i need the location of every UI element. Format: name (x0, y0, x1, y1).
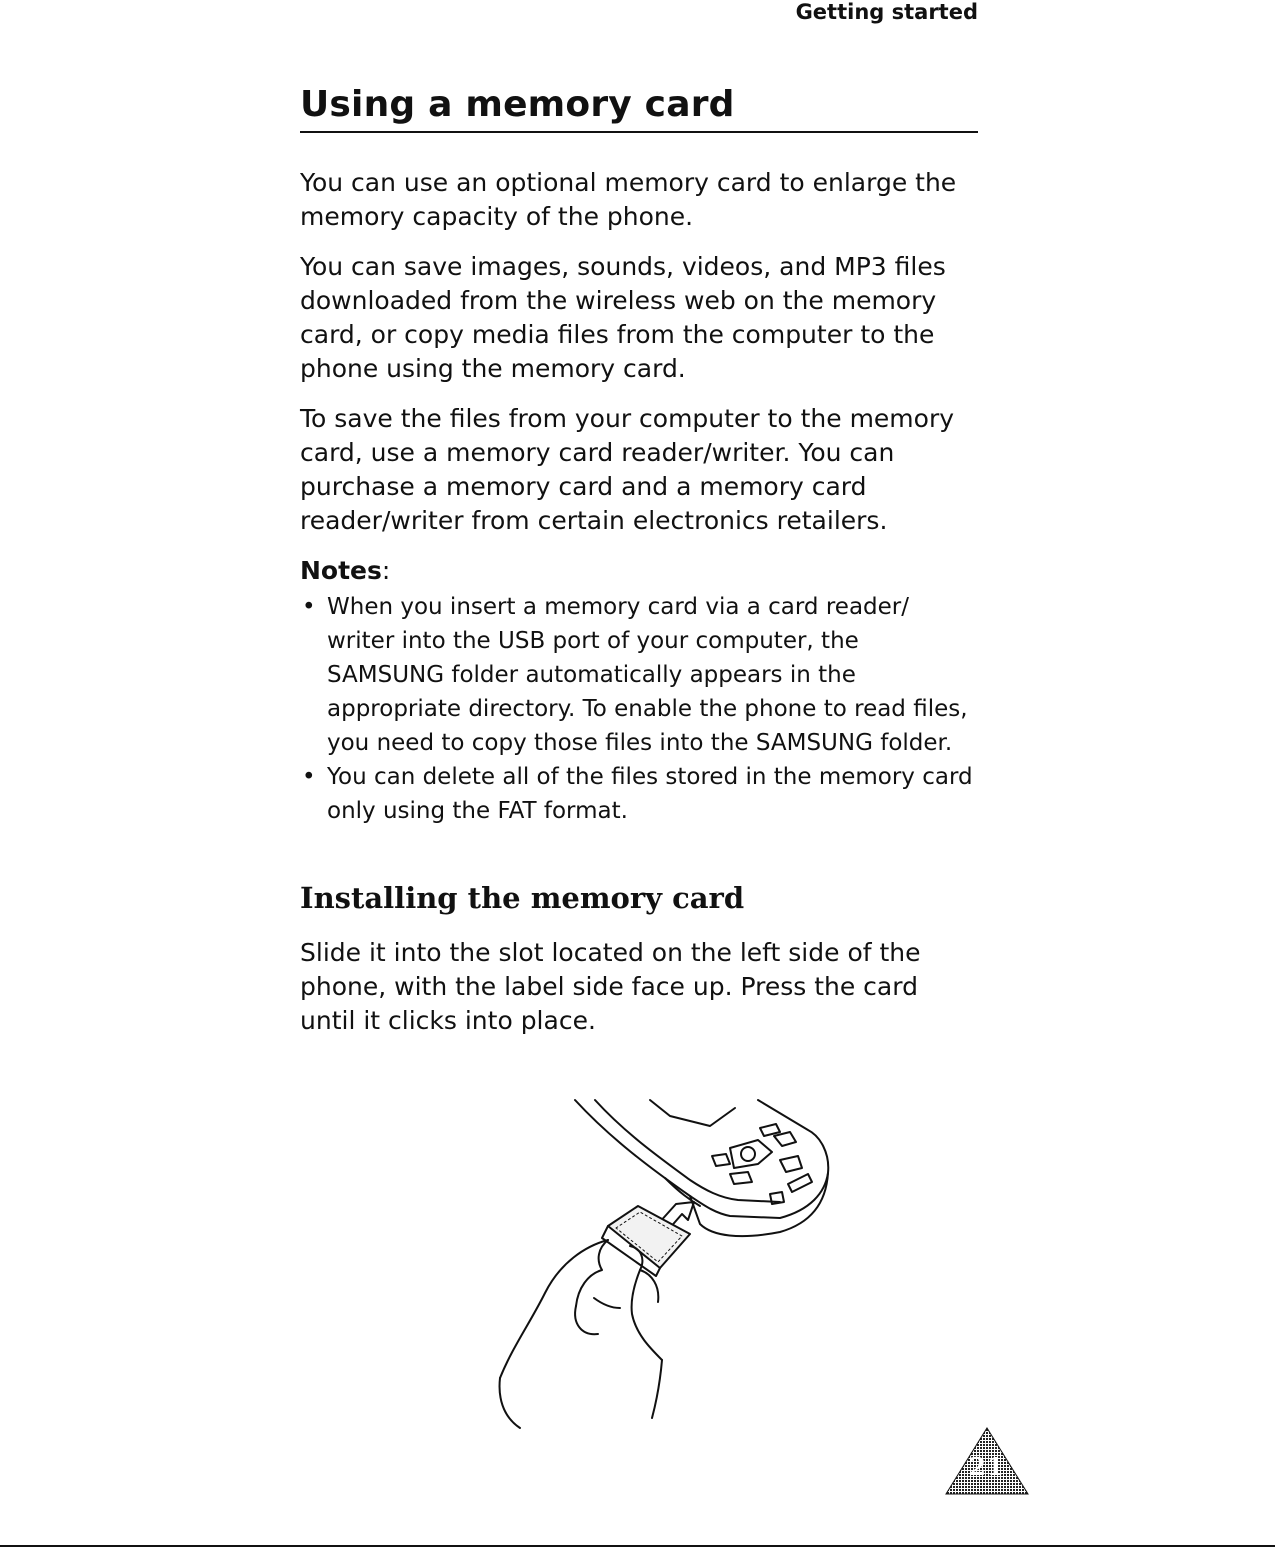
notes-colon: : (381, 556, 391, 585)
installing-paragraph: Slide it into the slot located on the left side of the phone, with the label side face up. Press the card until it clicks into place. (300, 938, 921, 1035)
page-title: Using a memory card (300, 84, 735, 125)
body-content (300, 166, 980, 1054)
memory-card-insertion-illustration (490, 1098, 840, 1438)
bottom-border (0, 1545, 1275, 1547)
note-item: • You can delete all of the files stored in the memory card only using the FAT format. (300, 760, 980, 828)
notes-title: Notes (300, 556, 382, 585)
notes-list (300, 590, 980, 828)
memory-card-drawing (602, 1206, 690, 1276)
note-item: • When you insert a memory card via a card reader/ writer into the USB port of your computer, the SAMSUNG folder automatically appears in the appropriate directory. To enable the phone to read files, you need to copy those files into the SAMSUNG folder. (300, 590, 980, 760)
running-header: Getting started (795, 0, 978, 24)
reader-writer-paragraph: To save the files from your computer to the memory card, use a memory card reader/writer. You can purchase a memory card and a memory card reader/writer from certain electronics retailers. (300, 404, 955, 535)
media-paragraph: You can save images, sounds, videos, and MP3 files downloaded from the wireless web on the memory card, or copy media files from the computer to the phone using the memory card. (300, 252, 946, 383)
phone-drawing (575, 1100, 828, 1236)
intro-paragraph: You can use an optional memory card to enlarge the memory capacity of the phone. (300, 168, 957, 231)
installing-heading: Installing the memory card (300, 881, 745, 915)
title-underline (300, 131, 978, 133)
hand-drawing (500, 1240, 662, 1428)
page-number: 21 (969, 1452, 1005, 1481)
notes-heading (300, 554, 980, 588)
